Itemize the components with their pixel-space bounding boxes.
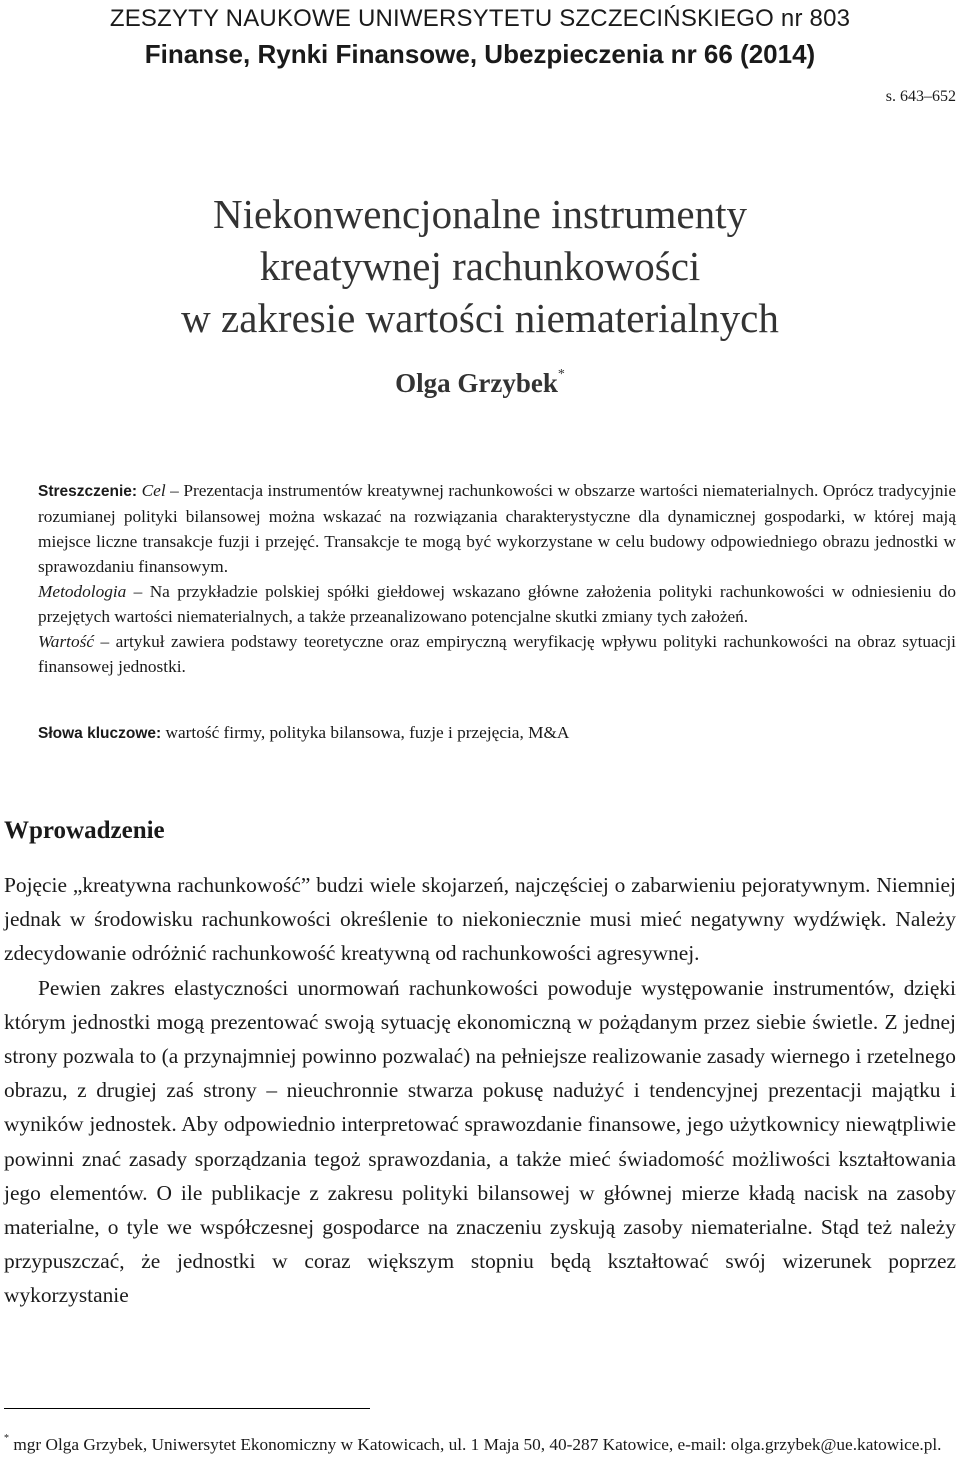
abstract-methodology (38, 579, 956, 629)
footnote (4, 1428, 956, 1458)
title-line: w zakresie wartości niematerialnych (181, 295, 779, 341)
title-line: Niekonwencjonalne instrumenty (212, 191, 747, 237)
purpose-label: Cel – (141, 481, 179, 500)
page-range: s. 643–652 (885, 88, 956, 105)
methodology-text: Na przykładzie polskiej spółki giełdowej wskazano główne założenia polityki rachunkowości w odniesieniu do przejętych wartości niematerialnych, a także przeanalizowano potencjalne skutki zmiany tych założeń. (38, 582, 956, 626)
section-heading: Wprowadzenie (4, 817, 165, 844)
footnote-text: mgr Olga Grzybek, Uniwersytet Ekonomiczny w Katowicach, ul. 1 Maja 50, 40-287 Katowice, e-mail: olga.grzybek@ue.katowice.pl. (9, 1434, 942, 1454)
abstract-value (38, 629, 956, 679)
methodology-label: Metodologia – (38, 582, 143, 601)
journal-title: ZESZYTY NAUKOWE UNIWERSYTETU SZCZECIŃSKIEGO nr 803 (109, 5, 851, 32)
footnote-divider (4, 1408, 370, 1409)
purpose-text: Prezentacja instrumentów kreatywnej rachunkowości w obszarze wartości niematerialnych. Oprócz tradycyjnie rozumianej polityki bilansowej można wskazać na rozwiązania charakterystyczne dla dynamicznej gospodarki, w której mają miejsce liczne transakcje fuzji i przejęć. Transakcje te mogą być wykorzystane w celu budowy odpowiedniego obrazu jednostki w sprawozdaniu finansowym. (38, 481, 956, 576)
author-footnote-mark: * (557, 367, 565, 382)
abstract-label: Streszczenie: (38, 483, 138, 500)
author (0, 368, 960, 399)
value-label: Wartość – (38, 632, 110, 651)
paragraph: Pojęcie „kreatywna rachunkowość” budzi wiele skojarzeń, najczęściej o zabarwieniu pejoratywnym. Niemniej jednak w środowisku rachunkowości określenie to niekoniecznie musi mieć negatywny wydźwięk. Należy zdecydowanie odróżnić rachunkowość kreatywną od rachunkowości agresywnej. (4, 873, 956, 966)
abstract-purpose (38, 478, 956, 579)
keywords-text: wartość firmy, polityka bilansowa, fuzje i przejęcia, M&A (161, 723, 570, 742)
journal-series: Finanse, Rynki Finansowe, Ubezpieczenia nr 66 (2014) (144, 39, 816, 69)
body-text (4, 868, 956, 1313)
abstract (38, 478, 956, 679)
paragraph: Pewien zakres elastyczności unormowań rachunkowości powoduje występowanie instrumentów, dzięki którym jednostki mogą prezentować swoją sytuację ekonomiczną w pożądanym przez siebie świetle. Z jednej strony pozwala to (a przynajmniej powinno pozwalać) na pełniejsze realizowanie zasady wiernego i rzetelnego obrazu, z drugiej zaś strony – nieuchronnie stwarza pokusę nadużyć i tendencyjnej prezentacji majątku i wyników jednostek. Aby odpowiednio interpretować sprawozdanie finansowe, jego użytkownicy niewątpliwie powinni znać zasady sporządzania tegoż sprawozdania, a także mieć świadomość możliwości kształtowania jego elementów. O ile publikacje z zakresu polityki bilansowej w głównej mierze kładą nacisk na zasoby materialne, o tyle we współczesnej gospodarce na znaczeniu zyskują zasoby niematerialne. Stąd też należy przypuszczać, że jednostki w coraz większym stopniu będą kształtować swój wizerunek poprzez wykorzystanie (4, 975, 956, 1308)
article-title (0, 188, 960, 344)
author-name: Olga Grzybek (395, 368, 558, 398)
keywords-label: Słowa kluczowe: (38, 725, 162, 742)
title-line: kreatywnej rachunkowości (259, 243, 701, 289)
keywords (38, 723, 956, 743)
footnote-mark: * (4, 1433, 9, 1444)
value-text: artykuł zawiera podstawy teoretyczne oraz empiryczną weryfikację wpływu polityki rachunkowości na obraz sytuacji finansowej jednostki. (38, 632, 956, 676)
